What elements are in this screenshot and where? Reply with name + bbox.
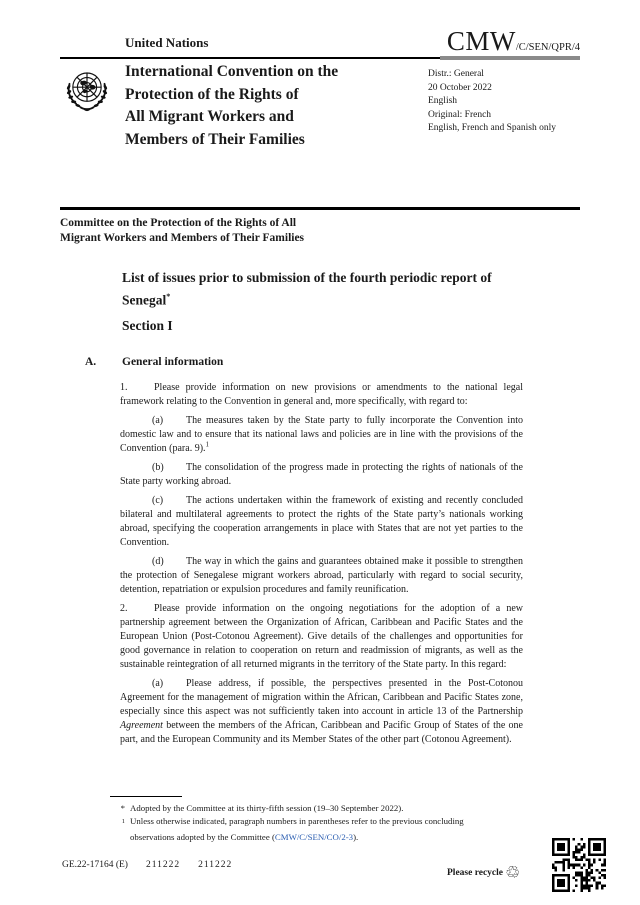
document-symbol bbox=[447, 26, 580, 57]
paragraph-marker: 1. bbox=[120, 382, 128, 393]
paragraph-a: (a) Please address, if possible, the perspectives presented in the Post-Cotonou Agreement for the management of migration within the African, Caribbean and Pacific States zone, especially since this aspect was not sufficiently taken into account in article 13 of the Partnership Agreement between the members of the African, Caribbean and Pacific Group of States of the one part, and the European Community and its Member States of the other part (Cotonou Agreement). bbox=[120, 678, 523, 745]
footnote-marker: 1 bbox=[121, 818, 125, 825]
section-divider-bar bbox=[60, 207, 580, 210]
footer-stamp: 211222 bbox=[145, 860, 181, 870]
subsection-heading bbox=[85, 356, 223, 368]
footnote: * Adopted by the Committee at its thirty-fifth session (19–30 September 2022). bbox=[110, 802, 510, 815]
document-symbol-suffix: /C/SEN/QPR/4 bbox=[515, 42, 580, 53]
title-footnote-marker: * bbox=[166, 292, 171, 301]
footnote-reference: 1 bbox=[205, 440, 210, 449]
document-title bbox=[122, 268, 494, 310]
convention-title-line: International Convention on the bbox=[125, 63, 339, 80]
meta-language: English bbox=[428, 96, 458, 106]
subsection-title: General information bbox=[122, 356, 224, 368]
footnote-rule bbox=[110, 796, 182, 797]
committee-heading-line: Committee on the Protection of the Rights of All bbox=[60, 217, 297, 229]
footer-symbol: GE.22-17164 (E) bbox=[62, 860, 128, 870]
paragraph-2: 2. Please provide information on the ongoing negotiations for the adoption of a new partnership agreement between the Organization of African, Caribbean and Pacific States and the European Union (Post-Cotonou Agreement). Give details of the challenges and opportunities for good governance in relation to cooperation on return and readmission of migrants, as well as the sustainable reintegration of all returned migrants in the territory of the State party. In this regard: bbox=[120, 603, 523, 670]
paragraph-c: (c) The actions undertaken within the framework of existing and recently concluded bilateral and multilateral agreements to protect the rights of the State party’s nationals working abroad, specifying the cooperation arrangements in place with States that are not yet parties to the Convention. bbox=[120, 495, 523, 548]
footer-stamp: 211222 bbox=[198, 860, 233, 870]
header-rule bbox=[60, 57, 580, 59]
document-title-text: List of issues prior to submission of the fourth periodic report of Senegal bbox=[122, 270, 492, 308]
please-recycle-label: Please recycle bbox=[447, 868, 503, 878]
recycle-icon: ♲ bbox=[505, 863, 521, 883]
paragraph-b: (b) The consolidation of the progress made in protecting the rights of nationals of the State party working abroad. bbox=[120, 462, 523, 487]
paragraph-1: 1. Please provide information on new provisions or amendments to the national legal framework relating to the Convention in general and, more specifically, with regard to: bbox=[120, 382, 523, 407]
meta-distr: Distr.: General bbox=[428, 69, 484, 79]
paragraph-marker: (b) bbox=[152, 462, 164, 473]
convention-title-line: Members of Their Families bbox=[125, 130, 305, 148]
please-recycle bbox=[447, 863, 520, 883]
convention-title bbox=[125, 61, 425, 151]
paragraph-marker: (a) bbox=[152, 678, 164, 689]
footer-document-code bbox=[62, 860, 232, 870]
footnotes bbox=[110, 796, 510, 844]
qr-code bbox=[552, 838, 606, 892]
committee-heading bbox=[60, 216, 304, 245]
header-rule-gray-segment bbox=[440, 56, 580, 60]
subsection-letter: A. bbox=[85, 356, 97, 368]
document-symbol-main: CMW bbox=[446, 26, 516, 56]
italic-text: Agreement bbox=[120, 720, 163, 731]
paragraph-marker: (d) bbox=[152, 556, 164, 567]
footnote: $^1$ Unless otherwise indicated, paragraph numbers in parentheses refer to the previous concluding observations adopted by the Committee (CMW/C/SEN/CO/2-3). bbox=[110, 815, 510, 844]
paragraph-d: (d) The way in which the gains and guarantees obtained make it possible to strengthen the protection of Senegalese migrant workers abroad, particularly with regard to social security, detention, repatriation or expulsion procedures and family reunification. bbox=[120, 556, 523, 595]
paragraph-marker: (a) bbox=[152, 415, 164, 426]
document-symbol-link[interactable]: CMW/C/SEN/CO/2-3 bbox=[274, 831, 354, 842]
body-paragraphs bbox=[120, 381, 523, 752]
un-emblem-icon bbox=[62, 64, 112, 122]
convention-title-line: All Migrant Workers and bbox=[125, 108, 294, 125]
paragraph-a: (a) The measures taken by the State party to fully incorporate the Convention into domestic law and to ensure that its national laws and policies are in line with the provisions of the Convention (para. 9).$^1$ bbox=[120, 415, 523, 454]
meta-languages-note: English, French and Spanish only bbox=[428, 123, 556, 133]
meta-original: Original: French bbox=[428, 109, 492, 120]
committee-heading-line: Migrant Workers and Members of Their Families bbox=[60, 231, 305, 244]
distribution-meta bbox=[428, 68, 556, 136]
meta-date: 20 October 2022 bbox=[428, 82, 492, 93]
paragraph-marker: 2. bbox=[120, 603, 128, 614]
org-name: United Nations bbox=[125, 35, 209, 50]
paragraph-marker: (c) bbox=[152, 495, 164, 506]
footnote-marker: * bbox=[120, 803, 125, 813]
convention-title-line: Protection of the Rights of bbox=[125, 85, 299, 103]
footnote-list bbox=[110, 802, 510, 844]
section-heading: Section I bbox=[122, 318, 173, 333]
